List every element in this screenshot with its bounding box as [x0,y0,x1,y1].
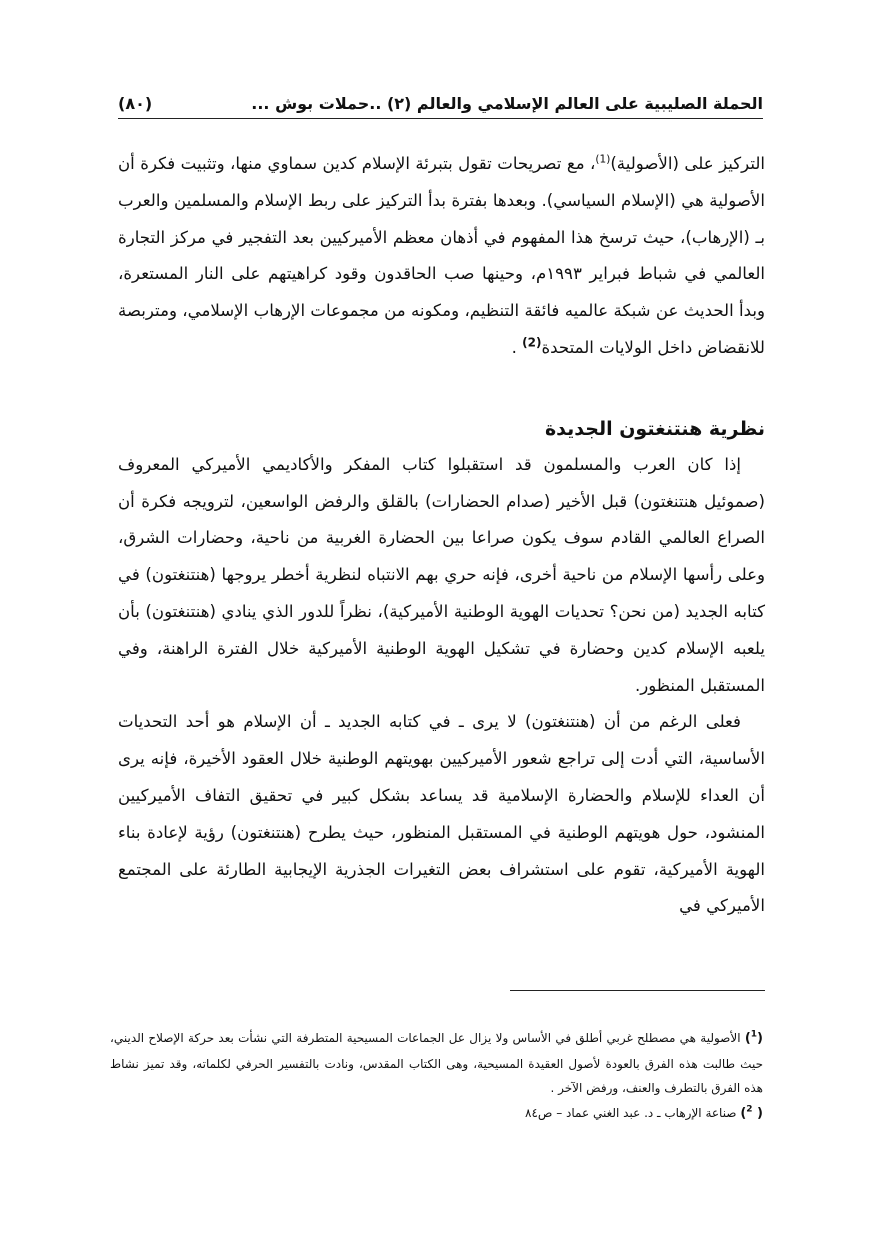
footnote-ref-1[interactable]: (1) [595,153,611,166]
running-header [118,88,763,119]
footnote-1-mark-num: 1 [750,1029,758,1040]
footnotes [110,1026,763,1126]
paragraph-3: فعلى الرغم من أن (هنتنغتون) لا يرى ـ في كتابه الجديد ـ أن الإسلام هو أحد التحديات الأساسية، التي أدت إلى تراجع شعور الأميركيين بهويتهم الوطنية خلال العقود الأخيرة، فإنه يرى أن العداء للإسلام والحضارة الإسلامية قد يساعد بشكل كبير في تحقيق التفاف الأميركيين المنشود، حول هويتهم الوطنية في المستقبل المنظور، حيث يطرح (هنتنغتون) رؤية لإعادة بناء الهوية الأميركية، تقوم على استشراف بعض التغيرات الجذرية الإيجابية الطارئة على المجتمع الأميركي في [118,712,765,916]
footnote-ref-2[interactable]: (2) [522,335,542,350]
footnote-1 [110,1026,763,1101]
page-number: (٨٠) [118,93,153,113]
footnote-1-text: الأصولية هي مصطلح غربي أطلق في الأساس ولا يزال عل الجماعات المسيحية المتطرفة التي نشأت بعد حركة الإصلاح الديني، حيث طالبت هذه الفرق بالعودة لأصول العقيدة المسيحية، وهى الكتاب المقدس، ونادت بالتفسير الحرفي لكلماته، وقد تميز نشاط هذه الفرق بالتطرف والعنف، ورفض الآخر . [110,1031,763,1095]
main-text [118,146,765,925]
footnote-1-mark-open: ( [757,1031,763,1046]
paragraph-1 [118,146,765,367]
footnote-2-mark-open: ( [752,1105,763,1121]
footnote-2-mark-close: ) [740,1105,747,1121]
header-title: الحملة الصليبية على العالم الإسلامي والعالم (٢) ..حملات بوش ... [251,93,763,113]
footnote-1-mark-close: ) [744,1031,751,1046]
paragraph-1-part-b: ، مع تصريحات تقول بتبرئة الإسلام كدين سماوي منها، وتثبيت فكرة أن الأصولية هي (الإسلام السياسي). وبعدها بفترة بدأ التركيز على ربط الإسلام والمسلمين والعرب بـ (الإرهاب)، حيث ترسخ هذا المفهوم في أذهان معظم الأميركيين بعد التفجير في مركز التجارة العالمي في شباط فبراير ١٩٩٣م، وحينها صب الحاقدون وقود كراهيتهم على النار المستعرة، وبدأ الحديث عن شبكة عالميه فائقة التنظيم، ومكونه من مجموعات الإرهاب الإسلامي، ومتربصة للانقضاض داخل الولايات المتحدة [118,154,765,357]
footnote-separator [510,990,765,991]
paragraph-1-part-a: التركيز على (الأصولية) [610,154,765,173]
footnote-2 [110,1101,763,1127]
footnote-1-mark [745,1031,763,1046]
section-heading: نظرية هنتنغتون الجديدة [544,417,765,440]
footnote-2-mark-num: 2 [746,1104,753,1115]
paragraph-2: إذا كان العرب والمسلمون قد استقبلوا كتاب المفكر والأكاديمي الأميركي المعروف (صموئيل هنتنغتون) قبل الأخير (صدام الحضارات) بالقلق والرفض الواسعين، لترويجه فكرة أن الصراع العالمي القادم سوف يكون صراعا بين الحضارة الغربية من ناحية، وحضارات الشرق، وعلى رأسها الإسلام من ناحية أخرى، فإنه حري بهم الانتباه لنظرية أخطر يروجها (هنتنغتون) في كتابه الجديد (من نحن؟ تحديات الهوية الوطنية الأميركية)، نظراً للدور الذي ينادي (هنتنغتون) بأن يلعبه الإسلام كدين وحضارة في تشكيل الهوية الوطنية الأميركية خلال الفترة الراهنة، وفي المستقبل المنظور. [118,454,765,695]
paragraph-1-part-c: . [511,337,523,357]
footnote-2-mark [740,1106,763,1121]
footnote-2-text: صناعة الإرهاب ـ د. عبد الغني عماد – ص٨٤ [525,1105,741,1120]
